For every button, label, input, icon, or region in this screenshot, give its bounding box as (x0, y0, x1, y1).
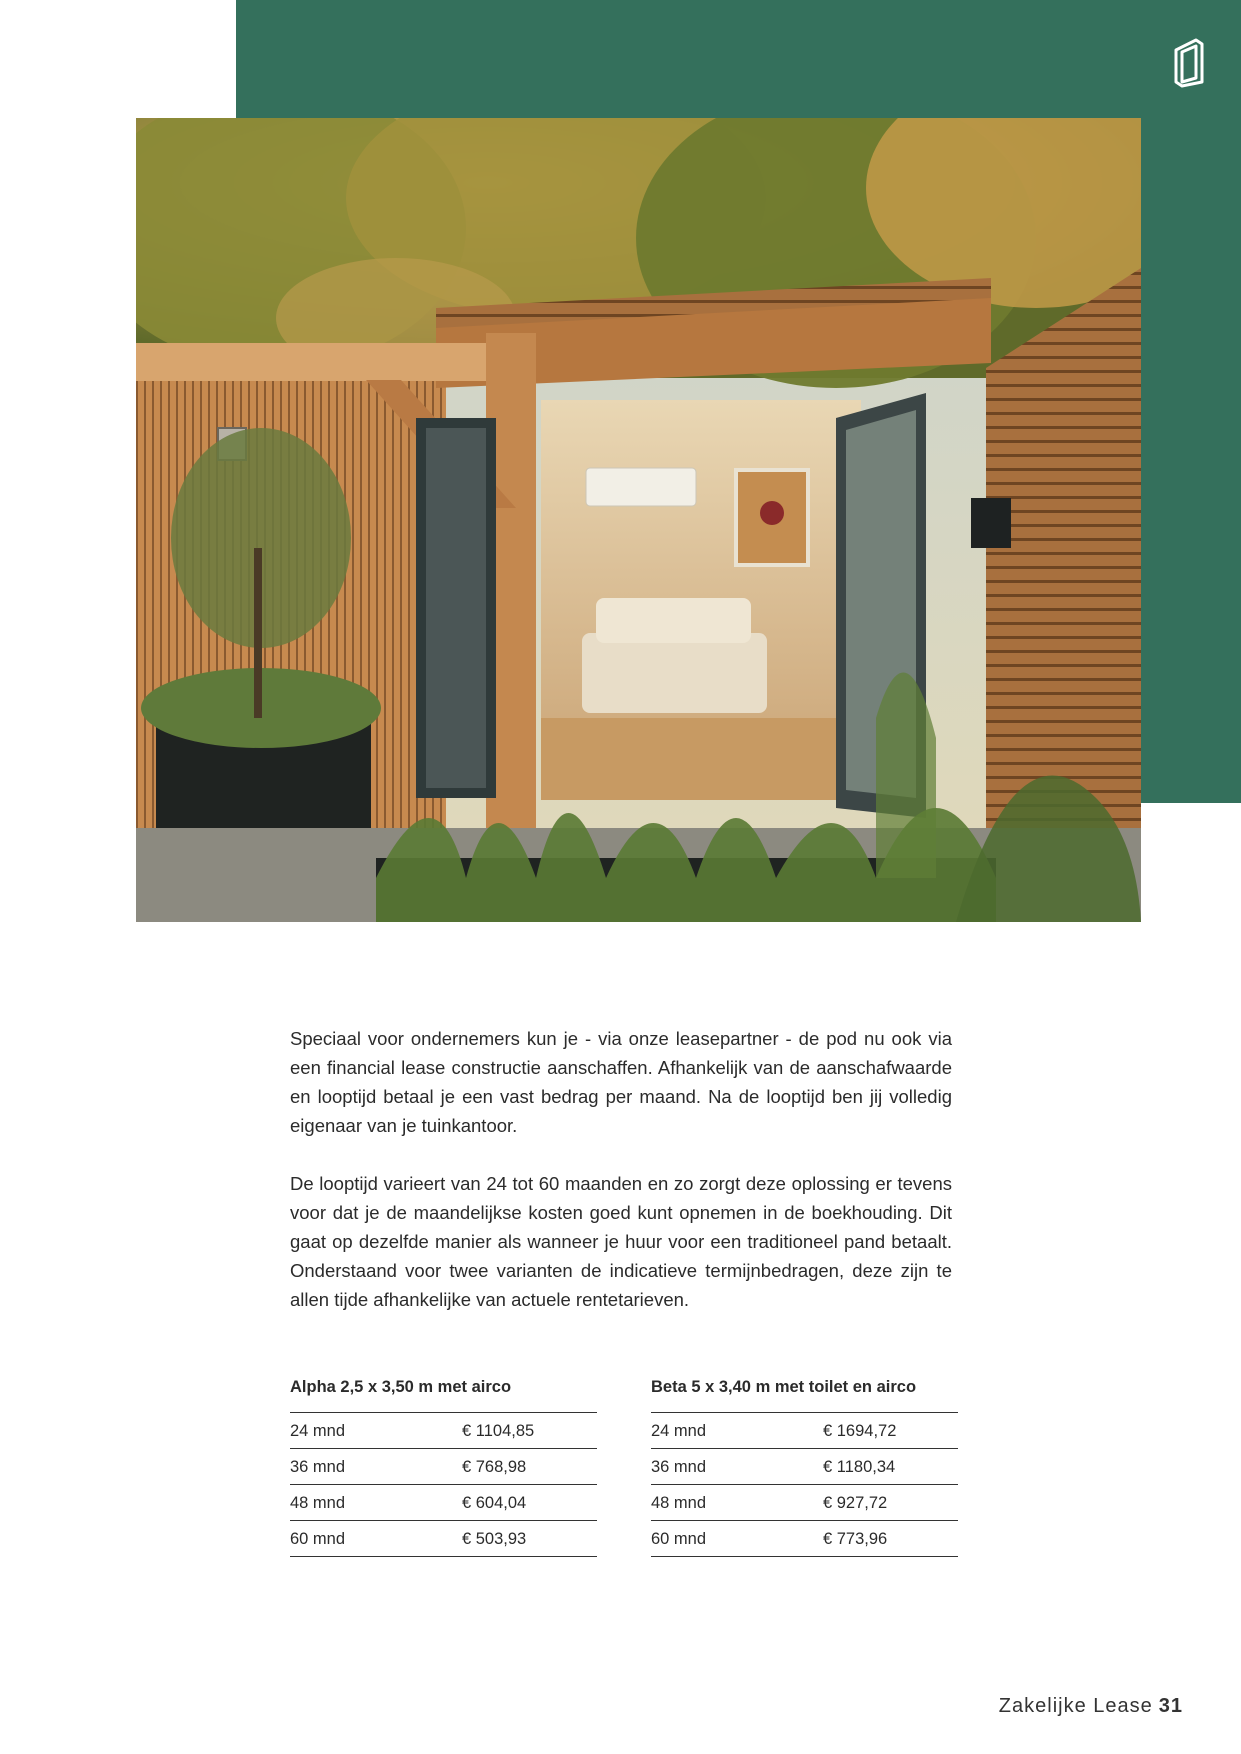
price-cell: € 773,96 (823, 1530, 888, 1548)
price-cell: € 1180,34 (823, 1458, 896, 1476)
price-cell: € 604,04 (462, 1494, 527, 1512)
intro-text (290, 1024, 952, 1343)
term-cell: 60 mnd (651, 1530, 707, 1548)
price-cell: € 1694,72 (823, 1422, 897, 1440)
price-cell: € 1104,85 (462, 1422, 535, 1440)
price-table-beta (651, 1372, 958, 1557)
term-cell: 60 mnd (290, 1530, 346, 1548)
term-cell: 48 mnd (651, 1494, 707, 1512)
price-cell: € 503,93 (462, 1530, 527, 1548)
table-title: Beta 5 x 3,40 m met toilet en airco (651, 1372, 958, 1413)
table-row (290, 1413, 597, 1449)
page-footer (999, 1695, 1183, 1718)
price-cell: € 768,98 (462, 1458, 527, 1476)
table-row (290, 1521, 597, 1557)
price-table-alpha (290, 1372, 597, 1557)
table-row (651, 1485, 958, 1521)
term-cell: 24 mnd (290, 1422, 346, 1440)
price-cell: € 927,72 (823, 1494, 888, 1512)
table-row (651, 1449, 958, 1485)
table-row (290, 1485, 597, 1521)
garden-office-pod-photo (136, 118, 1141, 922)
term-cell: 36 mnd (290, 1458, 346, 1476)
term-cell: 36 mnd (651, 1458, 707, 1476)
term-cell: 24 mnd (651, 1422, 707, 1440)
pod-logo-icon (1172, 38, 1206, 88)
term-cell: 48 mnd (290, 1494, 346, 1512)
paragraph-lease-intro: Speciaal voor ondernemers kun je - via onze leasepartner - de pod nu ook via een financial lease constructie aanschaffen. Afhankelijk van de aanschafwaarde en looptijd betaal je een vast bedrag per maand. Na de looptijd ben jij volledig eigenaar van je tuinkantoor. (290, 1028, 952, 1136)
table-row (290, 1449, 597, 1485)
paragraph-lease-terms: De looptijd varieert van 24 tot 60 maanden en zo zorgt deze oplossing er tevens voor dat je de maandelijkse kosten goed kunt opnemen in de boekhouding. Dit gaat op dezelfde manier als wanneer je huur voor een traditioneel pand betaalt. Onderstaand voor twee varianten de indicatieve termijnbedragen, deze zijn te allen tijde afhankelijke van actuele rentetarieven. (290, 1173, 952, 1310)
table-row (651, 1413, 958, 1449)
table-title: Alpha 2,5 x 3,50 m met airco (290, 1372, 597, 1413)
footer-section-title: Zakelijke Lease (998, 1695, 1153, 1717)
table-row (651, 1521, 958, 1557)
page-number: 31 (1158, 1695, 1183, 1717)
